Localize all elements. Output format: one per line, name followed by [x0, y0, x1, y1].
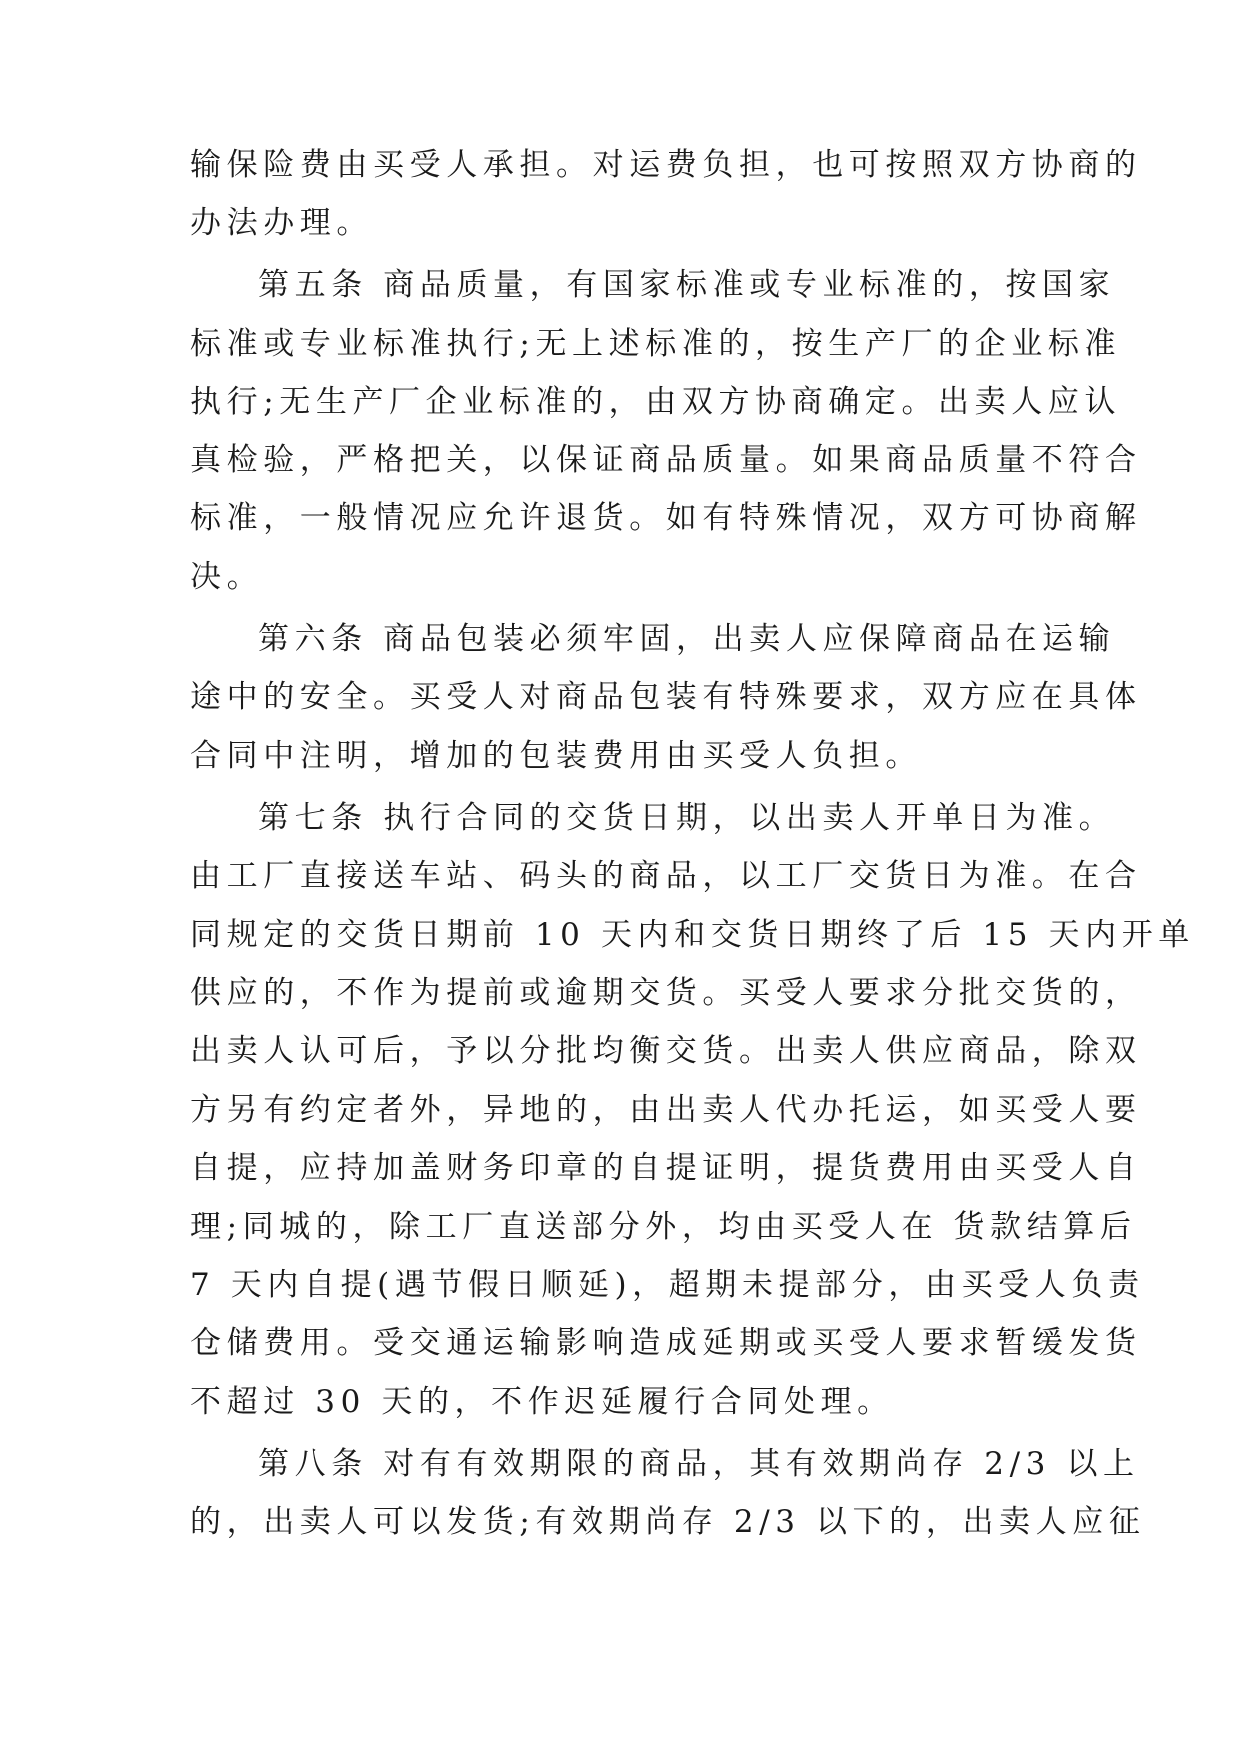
- text-line: 执行;无生产厂企业标准的，由双方协商确定。出卖人应认: [190, 384, 1122, 420]
- text-line: 标准，一般情况应允许退货。如有特殊情况，双方可协商解: [190, 500, 1142, 536]
- article-5-heading-line: 第五条 商品质量，有国家标准或专业标准的，按国家: [258, 267, 1116, 303]
- text-line: 标准或专业标准执行;无上述标准的，按生产厂的企业标准: [190, 326, 1122, 362]
- text-line: 自提，应持加盖财务印章的自提证明，提货费用由买受人自: [190, 1150, 1142, 1186]
- text-line: 方另有约定者外，异地的，由出卖人代办托运，如买受人要: [190, 1092, 1142, 1128]
- text-line: 理;同城的，除工厂直送部分外，均由买受人在 货款结算后: [190, 1209, 1137, 1245]
- text-line: 由工厂直接送车站、码头的商品，以工厂交货日为准。在合: [190, 858, 1142, 894]
- text-line: 同规定的交货日期前 10 天内和交货日期终了后 15 天内开单: [190, 917, 1195, 953]
- text-line: 合同中注明，增加的包装费用由买受人负担。: [190, 738, 922, 774]
- text-line: 真检验，严格把关，以保证商品质量。如果商品质量不符合: [190, 442, 1142, 478]
- text-line: 不超过 30 天的，不作迟延履行合同处理。: [190, 1384, 894, 1420]
- text-line: 办法办理。: [190, 205, 373, 241]
- text-line: 7 天内自提(遇节假日顺延)，超期未提部分，由买受人负责: [190, 1267, 1145, 1303]
- article-7-heading-line: 第七条 执行合同的交货日期，以出卖人开单日为准。: [258, 800, 1116, 836]
- article-6-heading-line: 第六条 商品包装必须牢固，出卖人应保障商品在运输: [258, 621, 1116, 657]
- article-8-heading-line: 第八条 对有有效期限的商品，其有效期尚存 2/3 以上: [258, 1446, 1140, 1482]
- text-line: 的，出卖人可以发货;有效期尚存 2/3 以下的，出卖人应征: [190, 1504, 1146, 1540]
- text-line: 输保险费由买受人承担。对运费负担，也可按照双方协商的: [190, 147, 1142, 183]
- text-line: 决。: [190, 559, 264, 595]
- text-line: 仓储费用。受交通运输影响造成延期或买受人要求暂缓发货: [190, 1325, 1142, 1361]
- text-line: 供应的，不作为提前或逾期交货。买受人要求分批交货的，: [190, 975, 1142, 1011]
- text-line: 出卖人认可后，予以分批均衡交货。出卖人供应商品，除双: [190, 1033, 1142, 1069]
- text-line: 途中的安全。买受人对商品包装有特殊要求，双方应在具体: [190, 679, 1142, 715]
